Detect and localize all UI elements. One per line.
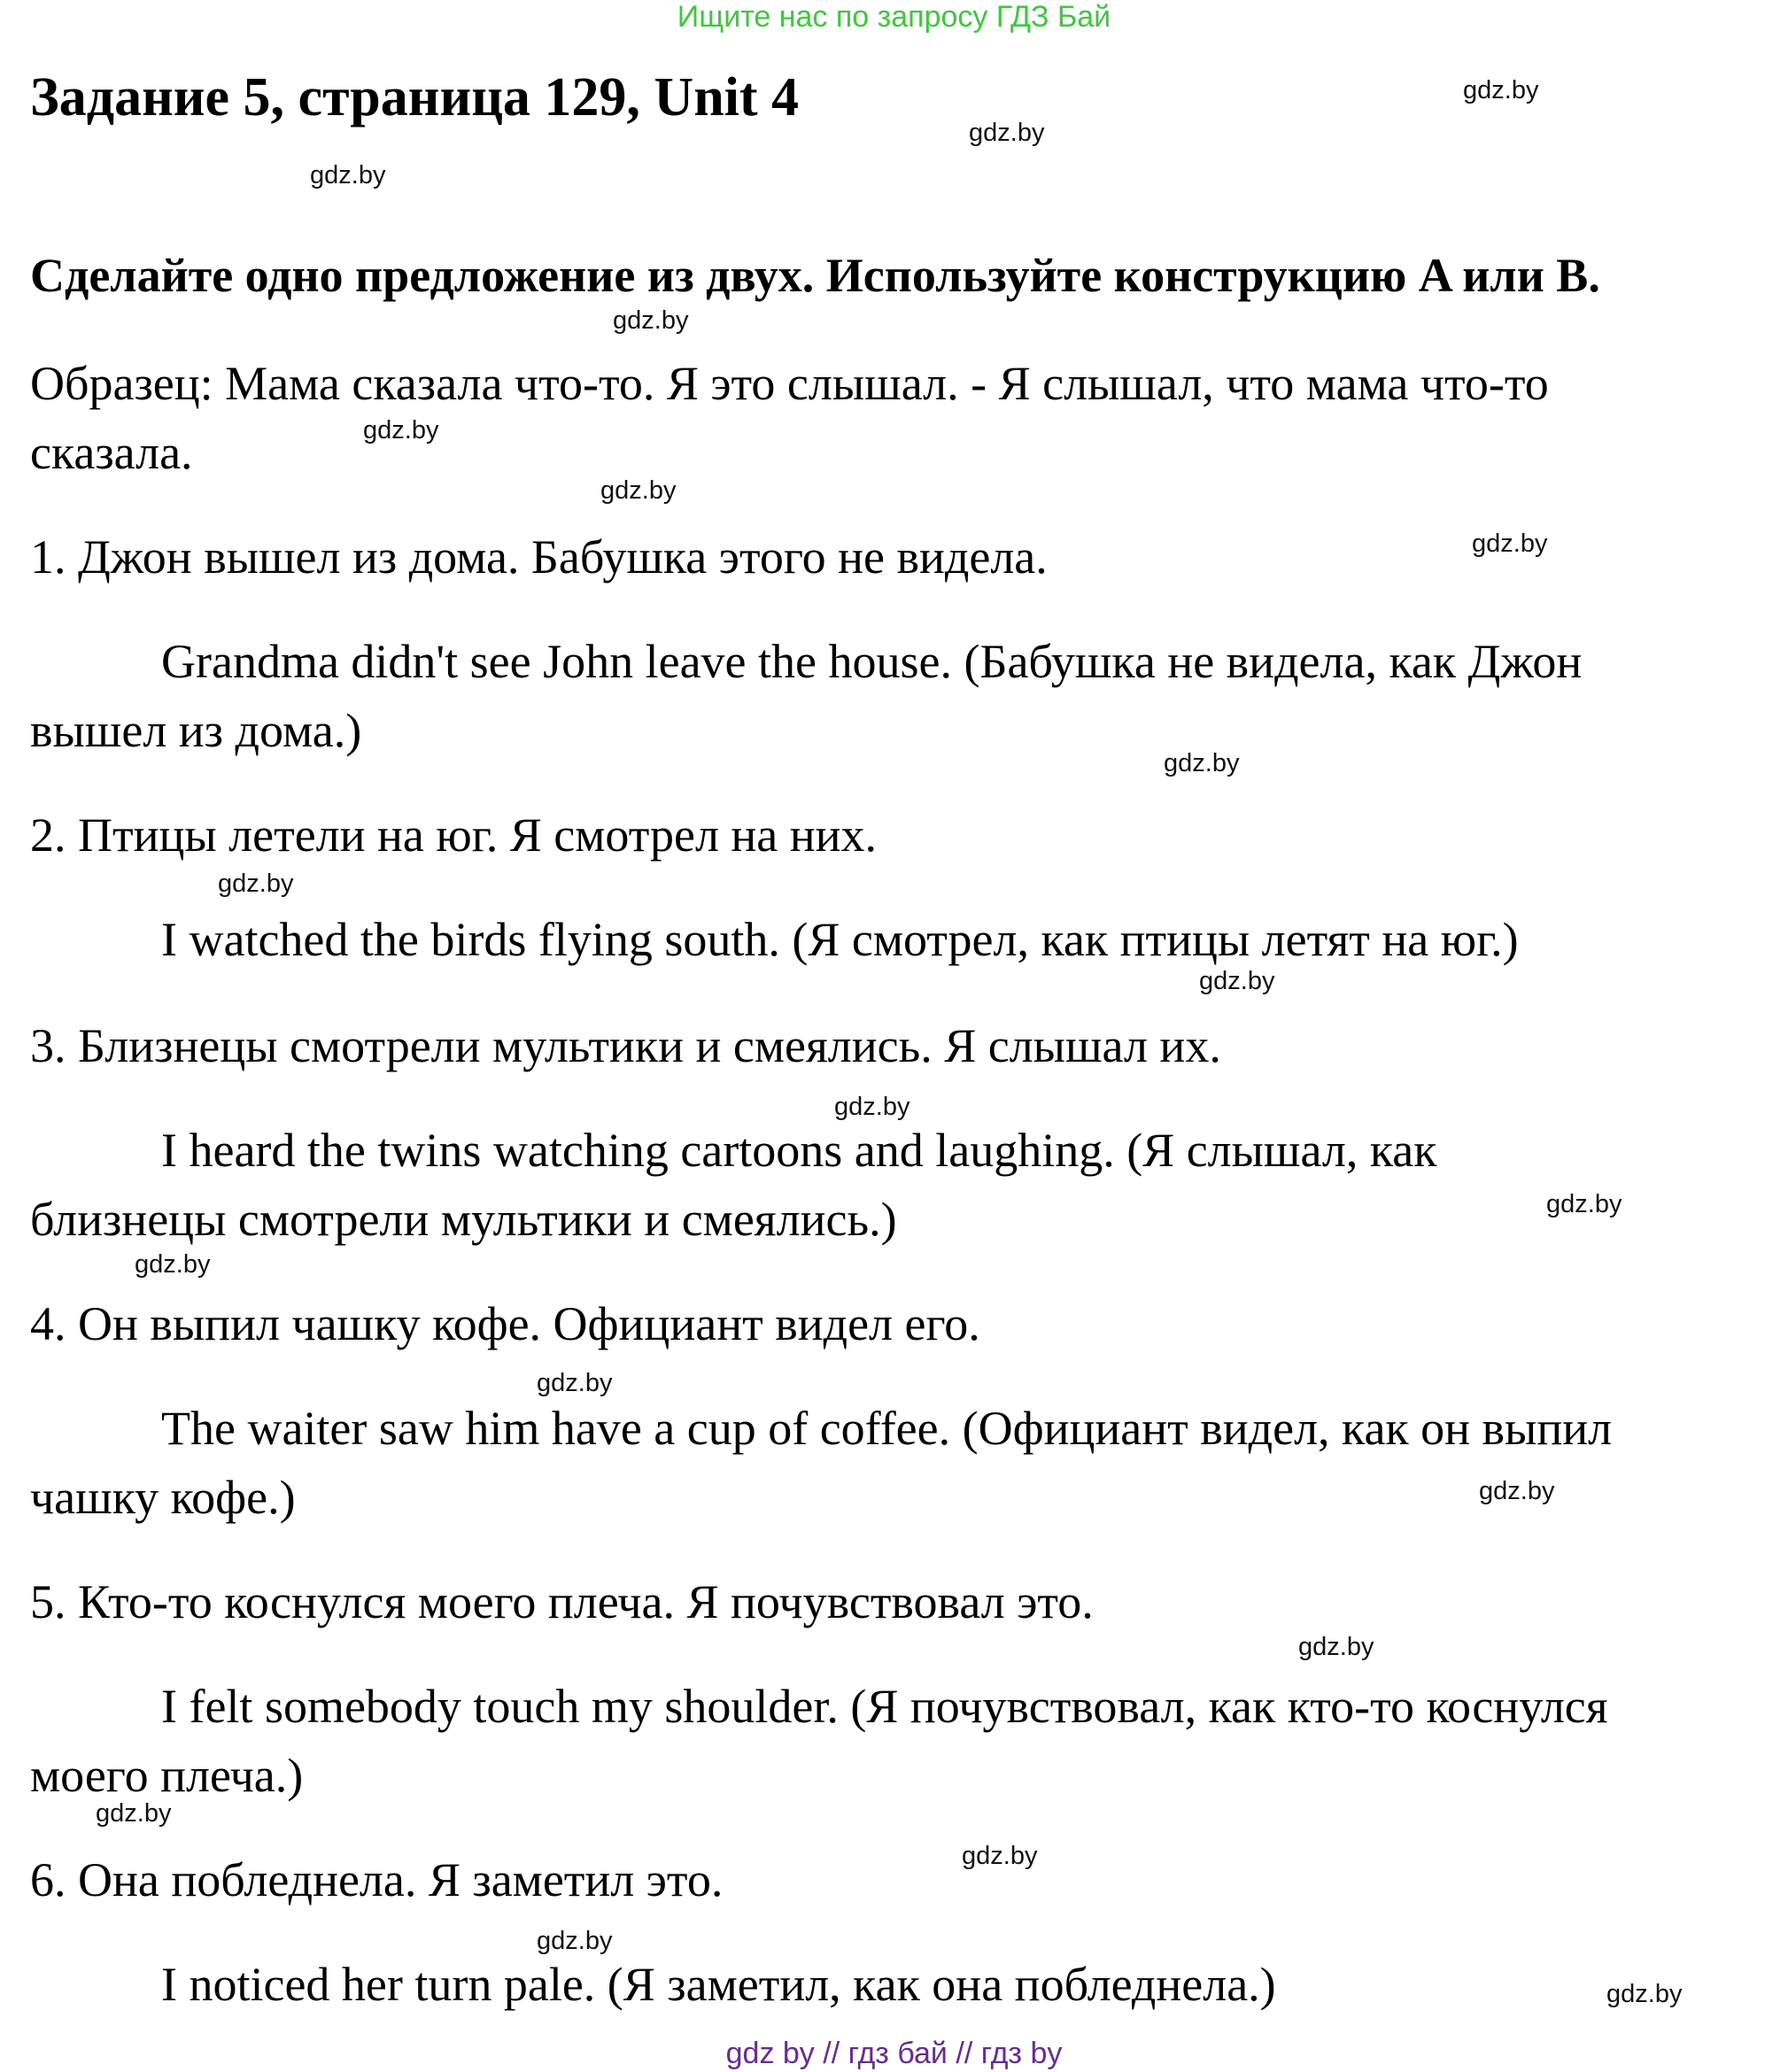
watermark: gdz.by [135, 1250, 211, 1279]
answer-3-line-1: I heard the twins watching cartoons and laughing. (Я слышал, как [161, 1124, 1437, 1177]
task-item-1: 1. Джон вышел из дома. Бабушка этого не видела. [30, 530, 1048, 584]
answer-6-line-1: I noticed her turn pale. (Я заметил, как она побледнела.) [161, 1958, 1276, 2011]
sample-line-2: сказала. [30, 426, 193, 479]
watermark: gdz.by [969, 119, 1045, 147]
watermark: gdz.by [363, 416, 439, 445]
task-item-2: 2. Птицы летели на юг. Я смотрел на них. [30, 808, 878, 862]
watermark: gdz.by [1164, 749, 1240, 777]
watermark: gdz.by [1199, 967, 1275, 995]
watermark: gdz.by [310, 161, 386, 189]
task-instruction: Сделайте одно предложение из двух. Используйте конструкцию A или B. [30, 249, 1600, 302]
watermark: gdz.by [834, 1093, 910, 1121]
watermark: gdz.by [218, 870, 294, 898]
task-item-4: 4. Он выпил чашку кофе. Официант видел его. [30, 1297, 980, 1350]
task-item-3: 3. Близнецы смотрели мультики и смеялись. Я слышал их. [30, 1019, 1221, 1072]
answer-4-line-2: чашку кофе.) [30, 1471, 296, 1524]
watermark: gdz.by [1606, 1980, 1683, 2008]
watermark: gdz.by [96, 1799, 172, 1828]
answer-4-line-1: The waiter saw him have a cup of coffee. (Официант видел, как он выпил [161, 1402, 1613, 1455]
top-banner[interactable]: Ищите нас по запросу ГДЗ Бай [677, 0, 1111, 34]
answer-1-line-2: вышел из дома.) [30, 704, 362, 757]
footer-links[interactable]: gdz by // гдз бай // гдз by [725, 2037, 1063, 2070]
watermark: gdz.by [1463, 76, 1539, 104]
watermark: gdz.by [1472, 530, 1548, 558]
watermark: gdz.by [613, 306, 689, 335]
answer-5-line-1: I felt somebody touch my shoulder. (Я почувствовал, как кто-то коснулся [161, 1680, 1608, 1733]
watermark: gdz.by [962, 1842, 1038, 1870]
watermark: gdz.by [1546, 1190, 1622, 1218]
answer-5-line-2: моего плеча.) [30, 1749, 304, 1802]
sample-line-1: Образец: Мама сказала что-то. Я это слышал. - Я слышал, что мама что-то [30, 357, 1549, 410]
task-item-6: 6. Она побледнела. Я заметил это. [30, 1853, 724, 1906]
answer-2-line-1: I watched the birds flying south. (Я смотрел, как птицы летят на юг.) [161, 913, 1519, 966]
answer-3-line-2: близнецы смотрели мультики и смеялись.) [30, 1193, 897, 1246]
watermark: gdz.by [537, 1927, 613, 1955]
watermark: gdz.by [1298, 1633, 1374, 1661]
answer-1-line-1: Grandma didn't see John leave the house. (Бабушка не видела, как Джон [161, 635, 1583, 688]
task-item-5: 5. Кто-то коснулся моего плеча. Я почувствовал это. [30, 1575, 1094, 1628]
page-title: Задание 5, страница 129, Unit 4 [30, 67, 800, 128]
watermark: gdz.by [537, 1369, 613, 1397]
watermark: gdz.by [1479, 1477, 1555, 1505]
watermark: gdz.by [600, 476, 677, 505]
